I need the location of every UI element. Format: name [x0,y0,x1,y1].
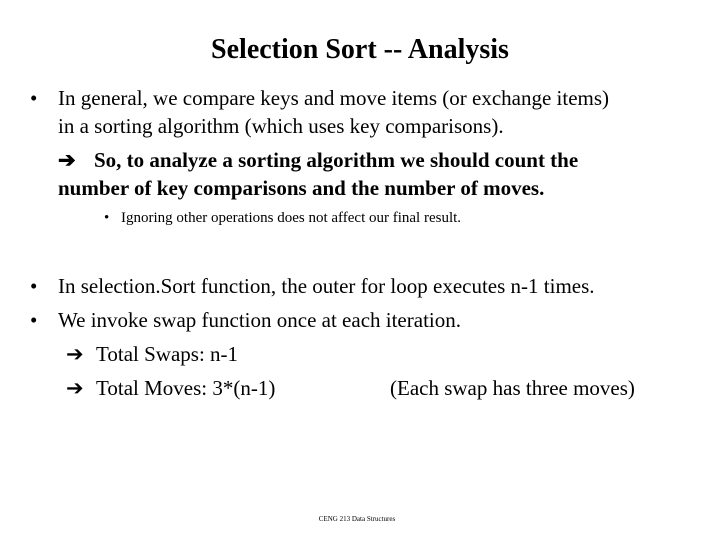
result-moves [66,374,275,402]
bullet-outer-loop-text: In selection.Sort function, the outer for loop executes n-1 times. [58,274,595,298]
emphasis-line2: number of key comparisons and the number of moves. [58,176,545,200]
bullet-icon: • [30,86,38,110]
arrow-right-icon: ➔ [58,148,76,172]
footer-course: CENG 213 Data Structures [318,515,396,523]
moves-note: (Each swap has three moves) [390,376,635,400]
bullet-outer-loop [0,272,720,302]
bullet-icon: • [30,274,38,298]
slide-title: Selection Sort -- Analysis [211,34,509,65]
bullet-text-line2: in a sorting algorithm (which uses key comparisons). [58,114,504,138]
bullet-general [0,84,720,204]
bullet-text-line1: In general, we compare keys and move items (or exchange items) [58,86,610,110]
result-swaps-text: Total Swaps: n-1 [96,342,239,366]
bullet-swap-text: We invoke swap function once at each iteration. [58,308,461,332]
result-swaps [66,340,238,368]
arrow-right-icon: ➔ [66,376,84,400]
sub-bullet-icon: • [104,210,110,226]
sub-bullet-text: Ignoring other operations does not affect our final result. [121,210,462,226]
arrow-right-icon: ➔ [66,342,84,366]
result-moves-text: Total Moves: 3*(n-1) [96,376,276,400]
bullet-icon: • [30,308,38,332]
bullet-swap [0,306,720,406]
emphasis-line1 [58,146,578,174]
emphasis-text-1: So, to analyze a sorting algorithm we should count the [94,148,579,172]
